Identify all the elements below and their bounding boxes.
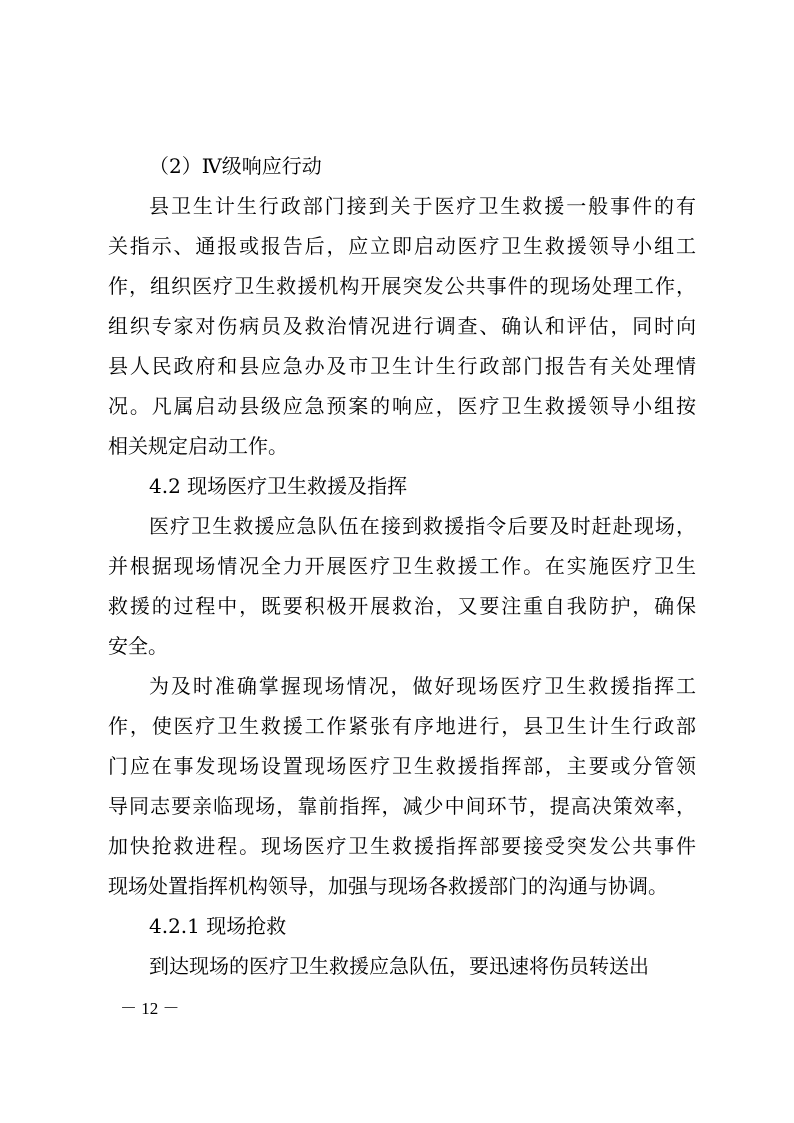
text-line: 作，使医疗卫生救援工作紧张有序地进行，县卫生计生行政部 bbox=[108, 714, 696, 738]
text-line: 门应在事发现场设置现场医疗卫生救援指挥部，主要或分管领 bbox=[108, 754, 696, 778]
text-line: 为及时准确掌握现场情况，做好现场医疗卫生救援指挥工 bbox=[149, 674, 696, 698]
text-line: 现场处置指挥机构领导，加强与现场各救援部门的沟通与协调。 bbox=[108, 874, 668, 898]
section-heading-4-2-1: 4.2.1 现场抢救 bbox=[149, 914, 287, 938]
section-heading-4-2: 4.2 现场医疗卫生救援及指挥 bbox=[149, 474, 408, 498]
text-line: 县卫生计生行政部门接到关于医疗卫生救援一般事件的有 bbox=[149, 194, 696, 218]
text-line: 县人民政府和县应急办及市卫生计生行政部门报告有关处理情 bbox=[108, 354, 696, 378]
text-line: 救援的过程中，既要积极开展救治，又要注重自我防护，确保 bbox=[108, 594, 696, 618]
text-line: 加快抢救进程。现场医疗卫生救援指挥部要接受突发公共事件 bbox=[108, 834, 696, 858]
text-line: 医疗卫生救援应急队伍在接到救援指令后要及时赶赴现场， bbox=[149, 514, 696, 538]
text-line: 相关规定启动工作。 bbox=[108, 434, 288, 458]
text-line: 到达现场的医疗卫生救援应急队伍，要迅速将伤员转送出 bbox=[149, 954, 649, 978]
text-line: 安全。 bbox=[108, 634, 168, 658]
text-line: 组织专家对伤病员及救治情况进行调查、确认和评估，同时向 bbox=[108, 314, 696, 338]
section-heading-level4-response: （2）Ⅳ级响应行动 bbox=[149, 154, 322, 178]
text-line: 作，组织医疗卫生救援机构开展突发公共事件的现场处理工作， bbox=[108, 274, 696, 298]
paragraph-onsite-command bbox=[108, 666, 696, 906]
text-line: 导同志要亲临现场，靠前指挥，减少中间环节，提高决策效率， bbox=[108, 794, 696, 818]
text-line: 并根据现场情况全力开展医疗卫生救援工作。在实施医疗卫生 bbox=[108, 554, 696, 578]
page-body bbox=[108, 146, 696, 986]
text-line: 关指示、通报或报告后，应立即启动医疗卫生救援领导小组工 bbox=[108, 234, 696, 258]
paragraph-onsite-rescue-team bbox=[108, 506, 696, 666]
paragraph-level4-response bbox=[108, 186, 696, 466]
paragraph-onsite-emergency bbox=[108, 946, 696, 986]
text-line: 况。凡属启动县级应急预案的响应，医疗卫生救援领导小组按 bbox=[108, 394, 696, 418]
page-number: － 12 － bbox=[120, 999, 180, 1018]
